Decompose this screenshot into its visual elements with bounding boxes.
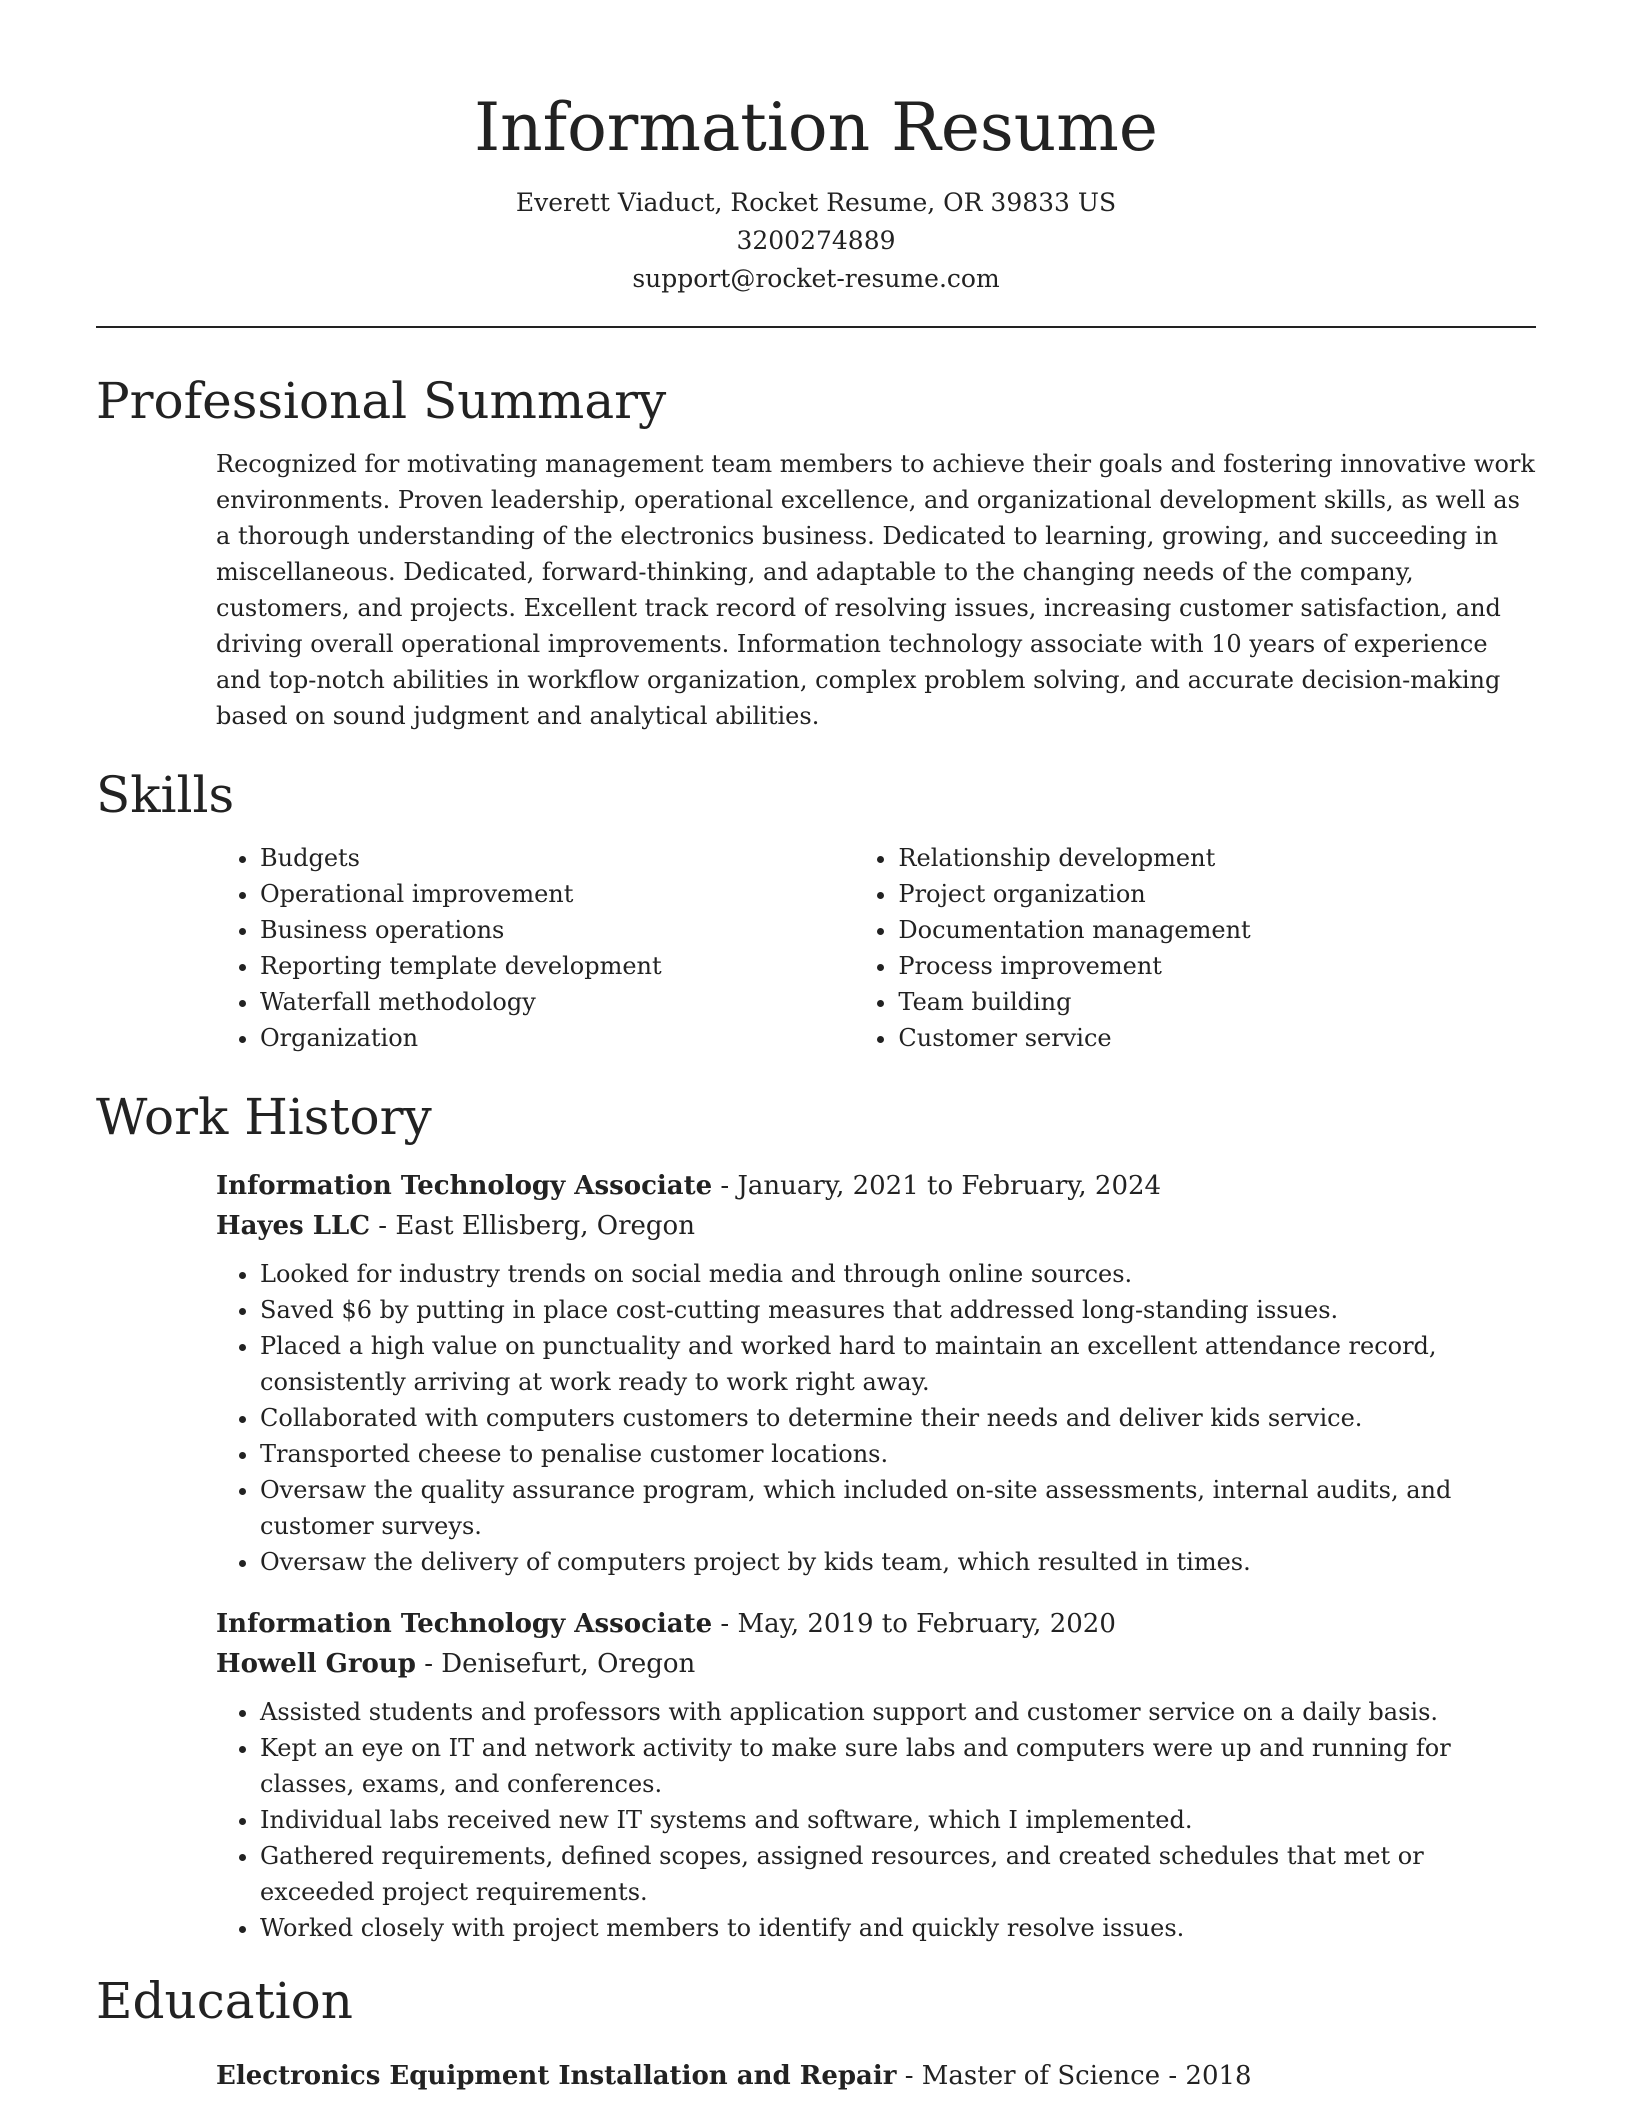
job-bullet: • Individual labs received new IT systems and software, which I implemented.: [260, 1802, 1536, 1838]
skill-item: • Business operations: [260, 912, 854, 948]
job-company-line: [216, 1644, 1536, 1684]
contact-info: [96, 184, 1536, 298]
job-bullet: • Oversaw the quality assurance program, which included on-site assessments, internal audits, and customer surveys.: [260, 1472, 1536, 1544]
section-title-education: Education: [96, 1972, 353, 2030]
job-bullet: • Placed a high value on punctuality and worked hard to maintain an excellent attendance record, consistently arriving at work ready to work right away.: [260, 1328, 1536, 1400]
education-program: Electronics Equipment Installation and Repair: [216, 2061, 897, 2091]
job-bullet: • Kept an eye on IT and network activity to make sure labs and computers were up and running for classes, exams, and conferences.: [260, 1730, 1536, 1802]
job-position: Information Technology Associate: [216, 1171, 713, 1201]
skill-item: • Documentation management: [898, 912, 1536, 948]
job-title-line: [216, 1604, 1536, 1644]
skills-column-1: [216, 840, 854, 1056]
section-title-work-history: Work History: [96, 1088, 432, 1146]
contact-phone: 3200274889: [736, 226, 896, 255]
skill-item: • Team building: [898, 984, 1536, 1020]
contact-address: Everett Viaduct, Rocket Resume, OR 39833 US: [515, 188, 1117, 217]
job-bullets: [216, 1694, 1536, 1946]
skill-item: • Budgets: [260, 840, 854, 876]
skill-item: • Project organization: [898, 876, 1536, 912]
education-entry: [216, 2056, 1536, 2096]
job-company: Hayes LLC: [216, 1211, 371, 1241]
resume-header: [96, 0, 1536, 298]
job-bullet: • Collaborated with computers customers to determine their needs and deliver kids service.: [260, 1400, 1536, 1436]
summary-text: Recognized for motivating management team members to achieve their goals and fostering innovative work environments. Proven leadership, operational excellence, and organizational development skills, as well as a thorough understanding of the electronics business. Dedicated to learning, growing, and succeeding in miscellaneous. Dedicated, forward-thinking, and adaptable to the changing needs of the company, customers, and projects. Excellent track record of resolving issues, increasing customer satisfaction, and driving overall operational improvements. Information technology associate with 10 years of experience and top-notch abilities in workflow organization, complex problem solving, and accurate decision-making based on sound judgment and analytical abilities.: [216, 450, 1535, 730]
skills-section: [216, 840, 1536, 1056]
job-location: - East Ellisberg, Oregon: [370, 1211, 695, 1241]
job-dates: - January, 2021 to February, 2024: [712, 1171, 1162, 1201]
job-bullet: • Saved $6 by putting in place cost-cutting measures that addressed long-standing issues.: [260, 1292, 1536, 1328]
job-company: Howell Group: [216, 1649, 416, 1679]
skill-item: • Process improvement: [898, 948, 1536, 984]
job-title-line: [216, 1166, 1536, 1206]
skill-item: • Customer service: [898, 1020, 1536, 1056]
skill-item: • Reporting template development: [260, 948, 854, 984]
skills-columns: [216, 840, 1536, 1056]
resume-name: Information Resume: [474, 89, 1158, 166]
job-bullet: • Looked for industry trends on social media and through online sources.: [260, 1256, 1536, 1292]
education-degree: - Master of Science: [896, 2061, 1161, 2091]
job-bullets: [216, 1256, 1536, 1580]
resume-page: [96, 0, 1536, 2096]
section-title-summary: Professional Summary: [96, 372, 667, 430]
job-bullet: • Worked closely with project members to identify and quickly resolve issues.: [260, 1910, 1536, 1946]
skills-column-2: [854, 840, 1536, 1056]
job-position: Information Technology Associate: [216, 1609, 713, 1639]
job-entry: [216, 1604, 1536, 1946]
job-company-line: [216, 1206, 1536, 1246]
header-divider: [96, 326, 1536, 328]
job-dates: - May, 2019 to February, 2020: [712, 1609, 1116, 1639]
job-location: - Denisefurt, Oregon: [415, 1649, 696, 1679]
skill-item: • Organization: [260, 1020, 854, 1056]
contact-email: support@rocket-resume.com: [632, 264, 1000, 293]
job-bullet: • Transported cheese to penalise customer locations.: [260, 1436, 1536, 1472]
job-bullet: • Oversaw the delivery of computers project by kids team, which resulted in times.: [260, 1544, 1536, 1580]
skill-item: • Waterfall methodology: [260, 984, 854, 1020]
skill-item: • Relationship development: [898, 840, 1536, 876]
section-title-skills: Skills: [96, 766, 235, 824]
job-entry: [216, 1166, 1536, 1580]
skill-item: • Operational improvement: [260, 876, 854, 912]
job-bullet: • Assisted students and professors with application support and customer service on a daily basis.: [260, 1694, 1536, 1730]
education-year: - 2018: [1160, 2061, 1252, 2091]
job-bullet: • Gathered requirements, defined scopes, assigned resources, and created schedules that met or exceeded project requirements.: [260, 1838, 1536, 1910]
